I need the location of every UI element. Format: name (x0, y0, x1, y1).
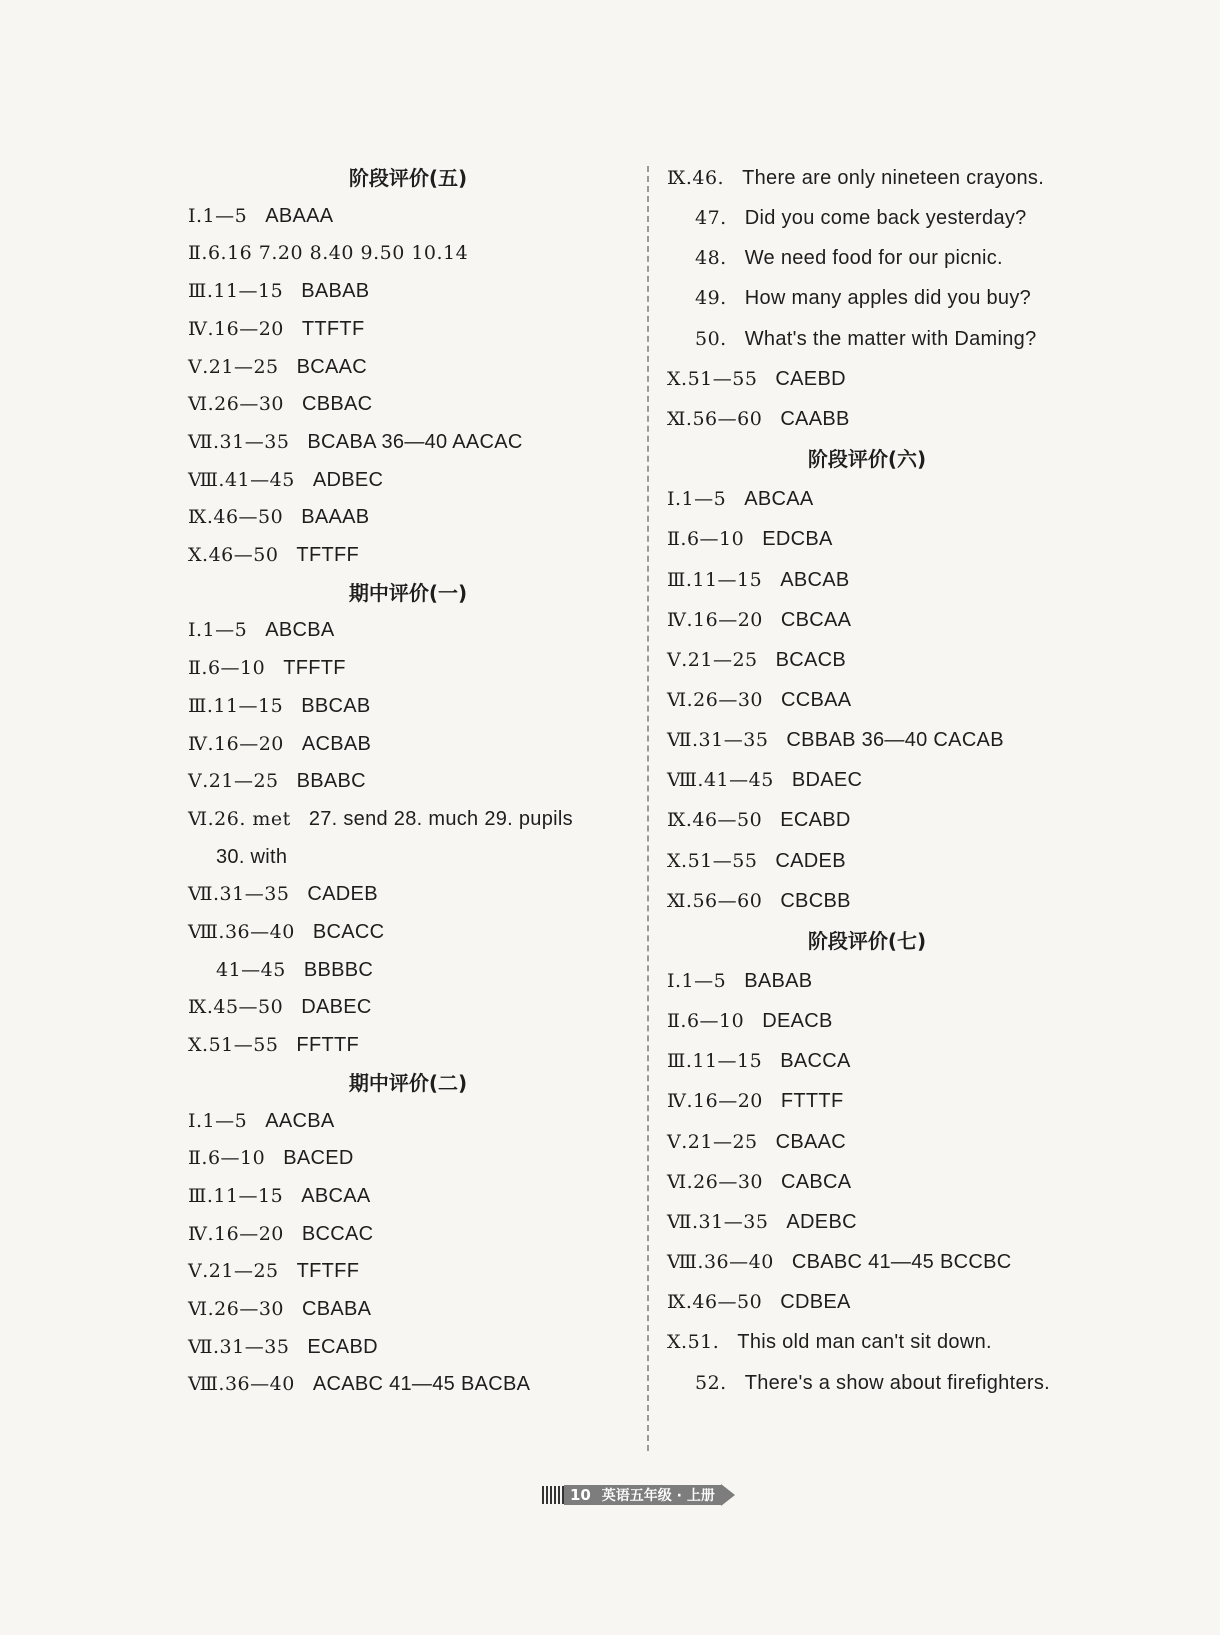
answer-row (667, 648, 846, 672)
answer-row (667, 166, 1044, 190)
question-range: Ⅲ.11—15 (188, 280, 284, 303)
answer-row (188, 958, 373, 982)
answer-key: CADEB (775, 849, 846, 872)
question-range: 47. (695, 207, 727, 230)
answer-key: CABCA (781, 1170, 852, 1193)
question-range: Ⅶ.31—35 (188, 1335, 290, 1358)
question-range: Ⅳ.16—20 (188, 1222, 284, 1245)
question-range: Ⅹ.51—55 (667, 849, 758, 872)
answer-key: Did you come back yesterday? (744, 207, 1027, 230)
answer-key: CBBAB 36—40 CACAB (786, 729, 1004, 752)
question-range: Ⅲ.11—15 (188, 1184, 284, 1207)
answer-key: BCACB (775, 648, 847, 671)
answer-row (667, 286, 1031, 310)
question-range: Ⅰ.1—5 (188, 1109, 248, 1132)
answer-row (188, 656, 346, 680)
answer-key: TFFTF (283, 657, 346, 680)
section-title: 期中评价(二) (348, 1070, 468, 1095)
question-range: Ⅸ.46—50 (667, 1291, 763, 1314)
answer-key: DABEC (301, 996, 372, 1019)
question-range: Ⅵ.26. met (188, 807, 291, 830)
answer-key: This old man can't sit down. (737, 1331, 992, 1354)
answer-key: CBCAA (780, 608, 852, 631)
question-range: Ⅲ.11—15 (188, 694, 284, 717)
question-range: Ⅲ.11—15 (667, 1050, 763, 1073)
question-range: Ⅹ.51. (667, 1331, 720, 1354)
question-range: Ⅵ.26—30 (188, 1298, 285, 1320)
answer-row (667, 1210, 857, 1234)
answer-key: 27. send 28. much 29. pupils (308, 807, 573, 830)
answer-key: ECABD (307, 1335, 378, 1358)
question-range: Ⅱ.6—10 (667, 528, 745, 551)
question-range: Ⅴ.21—25 (188, 770, 279, 793)
answer-key: BCAAC (296, 355, 368, 378)
answer-row (667, 808, 851, 832)
answer-row (188, 769, 366, 793)
question-range: 52. (695, 1371, 727, 1394)
question-range: Ⅷ.41—45 (188, 468, 295, 491)
answer-row (188, 241, 486, 265)
question-range: Ⅶ.31—35 (667, 729, 769, 752)
question-range: Ⅴ.21—25 (667, 648, 758, 671)
page-footer (542, 1484, 735, 1506)
answer-row (667, 688, 851, 712)
question-range: Ⅱ.6—10 (667, 1010, 745, 1033)
question-range: Ⅹ.51—55 (188, 1034, 279, 1057)
answer-key: BABAB (301, 280, 370, 303)
answer-row (188, 1335, 378, 1359)
answer-key: DEACB (762, 1010, 833, 1033)
answer-key: BBBBC (303, 958, 374, 981)
question-range: Ⅹ.51—55 (667, 367, 758, 390)
answer-key: CAABB (780, 407, 850, 430)
answer-key: CBBAC (302, 393, 373, 416)
question-range: Ⅶ.31—35 (188, 430, 290, 453)
answer-row (667, 1089, 843, 1113)
question-range: Ⅹ.46—50 (188, 544, 279, 566)
section-title: 阶段评价(五) (348, 166, 468, 190)
answer-row (188, 618, 335, 642)
answer-key: CBABC 41—45 BCCBC (791, 1251, 1012, 1274)
answer-key: CBABA (302, 1298, 372, 1320)
answer-row (667, 1049, 851, 1073)
answer-key: BBCAB (301, 694, 371, 717)
answer-key: AACBA (265, 1109, 335, 1132)
answer-key: BDAEC (791, 769, 863, 792)
question-range: Ⅸ.45—50 (188, 996, 284, 1019)
answer-key: BACCA (780, 1050, 851, 1073)
answer-key: FFTTF (296, 1034, 360, 1057)
answer-row (188, 317, 364, 341)
section-title: 阶段评价(七) (807, 928, 927, 953)
answer-row (667, 246, 1003, 270)
question-range: Ⅵ.26—30 (188, 393, 285, 416)
answer-key: BBABC (296, 770, 366, 793)
answer-key: CCBAA (781, 688, 852, 711)
question-range: Ⅳ.16—20 (667, 1090, 763, 1113)
answer-row (188, 1259, 359, 1283)
answer-row (188, 1146, 354, 1170)
question-range: 50. (695, 327, 727, 350)
answer-key: CBAAC (775, 1130, 847, 1153)
question-range: Ⅰ.1—5 (188, 619, 248, 642)
answer-key: BCACC (312, 921, 385, 943)
answer-row (188, 505, 369, 529)
answer-row (188, 1109, 335, 1133)
answer-row (188, 204, 333, 228)
question-range: Ⅰ.1—5 (667, 488, 727, 511)
question-range: Ⅷ.36—40 (667, 1251, 774, 1274)
answer-row (667, 1170, 851, 1194)
answer-row (667, 889, 851, 913)
question-range: Ⅸ.46—50 (667, 809, 763, 832)
section-title: 期中评价(一) (348, 580, 468, 605)
footer-arrow-icon (721, 1484, 735, 1506)
answer-key: ABCAA (744, 488, 814, 511)
answer-key: ACBAB (301, 732, 372, 755)
question-range: Ⅱ.6—10 (188, 1147, 266, 1170)
answer-key: There are only nineteen crayons. (742, 167, 1045, 189)
answer-row (188, 355, 367, 379)
answer-key: BABAB (744, 970, 813, 992)
question-range: Ⅴ.21—25 (188, 355, 279, 378)
question-range: Ⅰ.1—5 (188, 204, 248, 227)
book-label: 英语五年级 · 上册 (601, 1488, 715, 1504)
answer-key: ADEBC (786, 1210, 857, 1233)
answer-key: BACED (283, 1147, 354, 1170)
footer-label-box (564, 1485, 721, 1505)
answer-row (667, 1330, 992, 1354)
page-number: 10 (570, 1486, 591, 1504)
answer-row (188, 430, 523, 454)
section-title: 阶段评价(六) (807, 447, 927, 472)
answer-key: CDBEA (780, 1291, 851, 1314)
answer-row (188, 279, 369, 303)
answer-row (667, 367, 846, 391)
answer-row (667, 969, 812, 993)
question-range: 48. (695, 247, 727, 270)
answer-row (188, 392, 372, 416)
question-range: Ⅳ.16—20 (188, 732, 284, 755)
question-range: Ⅱ.6—10 (188, 657, 266, 680)
answer-row (188, 1297, 371, 1321)
question-range: Ⅺ.56—60 (667, 407, 763, 430)
column-divider (647, 166, 649, 1451)
question-range: Ⅴ.21—25 (188, 1260, 279, 1283)
answer-row (667, 608, 851, 632)
answer-row (667, 1009, 833, 1033)
answer-key: TFTFF (296, 544, 360, 566)
answer-key: ECABD (780, 809, 851, 832)
question-range: Ⅳ.16—20 (188, 317, 284, 340)
answer-key: ADBEC (312, 468, 384, 491)
answer-row (667, 1130, 846, 1154)
question-range: Ⅷ.41—45 (667, 769, 774, 792)
answer-key: BCCAC (301, 1222, 374, 1245)
question-range: Ⅶ.31—35 (188, 883, 290, 906)
question-range: Ⅷ.36—40 (188, 1373, 295, 1396)
answer-row (188, 543, 359, 567)
question-range: Ⅳ.16—20 (667, 608, 763, 631)
answer-key: ABCAB (780, 568, 850, 591)
answer-row (667, 568, 850, 592)
answer-row (188, 468, 383, 492)
answer-row (188, 694, 371, 718)
answer-key: We need food for our picnic. (744, 247, 1003, 270)
answer-row (667, 1250, 1011, 1274)
answer-row (188, 920, 384, 944)
answer-row (188, 995, 372, 1019)
answer-row (667, 1371, 1050, 1395)
question-range: Ⅱ.6.16 7.20 8.40 9.50 10.14 (188, 242, 469, 265)
footer-stripe-decoration (542, 1486, 564, 1504)
answer-key: ABCBA (265, 619, 335, 642)
answer-row (667, 206, 1027, 230)
answer-row (188, 1372, 530, 1396)
question-range: Ⅸ.46. (667, 167, 725, 189)
question-range: 49. (695, 287, 727, 310)
question-range: Ⅵ.26—30 (667, 1170, 764, 1193)
answer-key: TFTFF (296, 1260, 360, 1283)
question-range: 41—45 (216, 958, 286, 981)
answer-row (188, 1184, 371, 1208)
answer-key: What's the matter with Daming? (744, 327, 1037, 350)
answer-key: ABCAA (301, 1184, 371, 1207)
answer-row (188, 807, 573, 831)
answer-key: There's a show about firefighters. (744, 1371, 1050, 1394)
answer-key: CAEBD (775, 367, 846, 390)
question-range: Ⅲ.11—15 (667, 568, 763, 591)
question-range: Ⅺ.56—60 (667, 889, 763, 912)
answer-key: CADEB (307, 883, 378, 906)
answer-row (667, 487, 814, 511)
question-range: Ⅵ.26—30 (667, 688, 764, 711)
question-range: Ⅶ.31—35 (667, 1210, 769, 1233)
answer-row (188, 1033, 359, 1057)
question-range: Ⅴ.21—25 (667, 1130, 758, 1153)
answer-key: EDCBA (762, 528, 833, 551)
answer-key: ABAAA (265, 204, 334, 227)
answer-key: FTTTF (780, 1090, 844, 1113)
answer-row (667, 849, 846, 873)
answer-row (667, 327, 1037, 351)
answer-row (667, 768, 862, 792)
answer-row (188, 732, 371, 756)
answer-row (667, 1290, 851, 1314)
answer-key: 30. with (216, 845, 288, 868)
answer-row (667, 527, 833, 551)
answer-row (188, 882, 378, 906)
answer-row (667, 728, 1004, 752)
answer-key: BCABA 36—40 AACAC (307, 430, 523, 453)
answer-key: TTFTF (301, 317, 365, 340)
question-range: Ⅸ.46—50 (188, 506, 284, 529)
answer-row (667, 407, 850, 431)
answer-key: CBCBB (780, 889, 851, 912)
answer-key: How many apples did you buy? (744, 287, 1032, 310)
answer-key: ACABC 41—45 BACBA (312, 1373, 531, 1396)
question-range: Ⅰ.1—5 (667, 970, 727, 992)
answer-row (188, 845, 287, 869)
answer-key: BAAAB (301, 506, 370, 529)
question-range: Ⅷ.36—40 (188, 921, 295, 943)
answer-row (188, 1222, 373, 1246)
